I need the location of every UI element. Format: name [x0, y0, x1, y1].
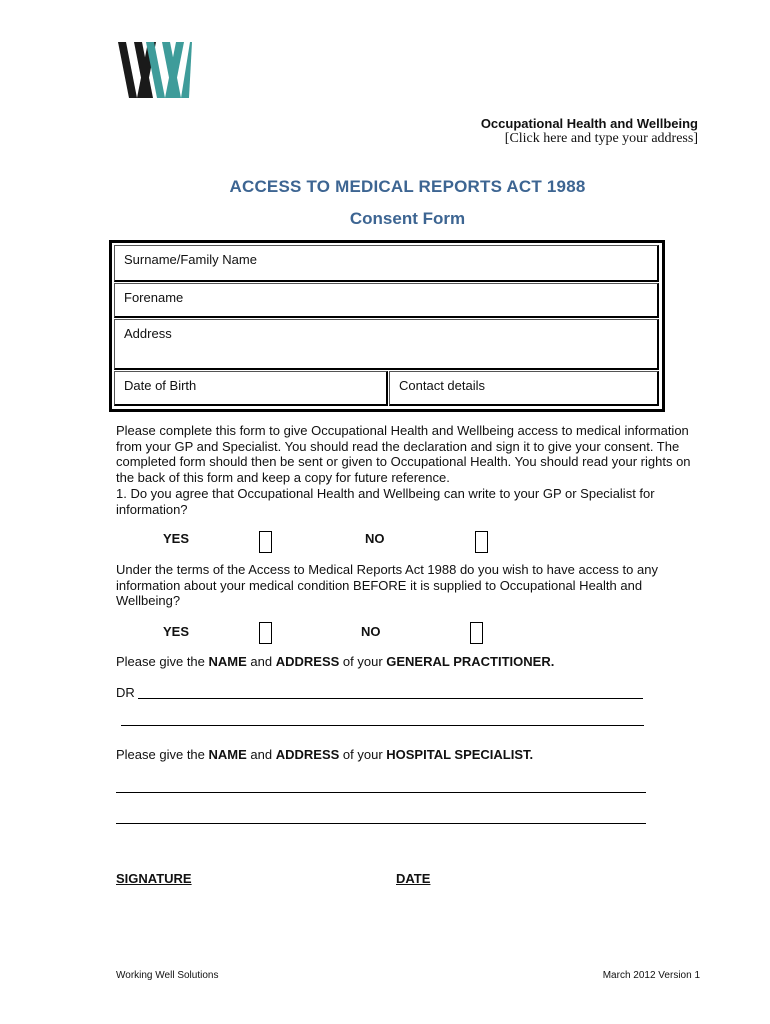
q2-yes-checkbox[interactable] [259, 622, 272, 644]
q1-yes-checkbox[interactable] [259, 531, 272, 553]
q2-yes-label: YES [163, 624, 190, 639]
specialist-prefix: Please give the [116, 747, 209, 762]
document-subtitle: Consent Form [349, 209, 466, 228]
q1-no-checkbox[interactable] [475, 531, 488, 553]
footer-right: March 2012 Version 1 [602, 970, 700, 981]
organisation-name: Occupational Health and Wellbeing [480, 116, 698, 131]
q2-no-checkbox[interactable] [470, 622, 483, 644]
address-placeholder[interactable]: [Click here and type your address] [504, 131, 698, 146]
gp-line-1[interactable] [138, 698, 643, 699]
company-logo [112, 40, 192, 102]
q2-no-label: NO [361, 624, 381, 639]
specialist-address-word: ADDRESS [275, 747, 340, 762]
specialist-and: and [246, 747, 276, 762]
address-label: Address [124, 326, 172, 341]
document-title: ACCESS TO MEDICAL REPORTS ACT 1988 [229, 177, 586, 196]
contact-label: Contact details [399, 378, 485, 393]
specialist-name-word: NAME [208, 747, 247, 762]
forename-field[interactable] [114, 283, 659, 318]
signature-label: SIGNATURE [116, 871, 192, 886]
gp-name-word: NAME [208, 654, 247, 669]
specialist-instruction [116, 747, 706, 763]
question-2: Under the terms of the Access to Medical Reports Act 1988 do you wish to have access to any information about your medical condition BEFORE it is supplied to Occupational Health and Wellbeing? [116, 562, 658, 609]
intro-text: Please complete this form to give Occupational Health and Wellbeing access to medical information from your GP and Specialist. You should read the declaration and sign it to give your consent. The completed form should then be sent or given to Occupational Health. You should read your rights on the back of this form and keep a copy for future reference. [116, 423, 691, 485]
gp-and: and [246, 654, 276, 669]
date-label: DATE [396, 871, 431, 886]
surname-field[interactable] [114, 245, 659, 282]
dr-label: DR [116, 685, 135, 700]
address-field[interactable] [114, 319, 659, 370]
contact-field[interactable] [389, 371, 659, 406]
gp-target: GENERAL PRACTITIONER. [386, 654, 555, 669]
q1-no-label: NO [365, 531, 385, 546]
gp-address-word: ADDRESS [275, 654, 340, 669]
q1-yes-label: YES [163, 531, 190, 546]
gp-of: of your [339, 654, 387, 669]
personal-details-box [109, 240, 665, 412]
dob-label: Date of Birth [124, 378, 197, 393]
surname-label: Surname/Family Name [124, 252, 257, 267]
footer-left: Working Well Solutions [116, 970, 219, 981]
gp-line-2[interactable] [121, 725, 644, 726]
specialist-target: HOSPITAL SPECIALIST. [386, 747, 534, 762]
gp-prefix: Please give the [116, 654, 209, 669]
specialist-line-1[interactable] [116, 792, 646, 793]
gp-instruction [116, 654, 706, 670]
question-1: 1. Do you agree that Occupational Health and Wellbeing can write to your GP or Specialist for information? [116, 486, 655, 517]
specialist-line-2[interactable] [116, 823, 646, 824]
specialist-of: of your [339, 747, 387, 762]
dob-field[interactable] [114, 371, 388, 406]
forename-label: Forename [124, 290, 184, 305]
